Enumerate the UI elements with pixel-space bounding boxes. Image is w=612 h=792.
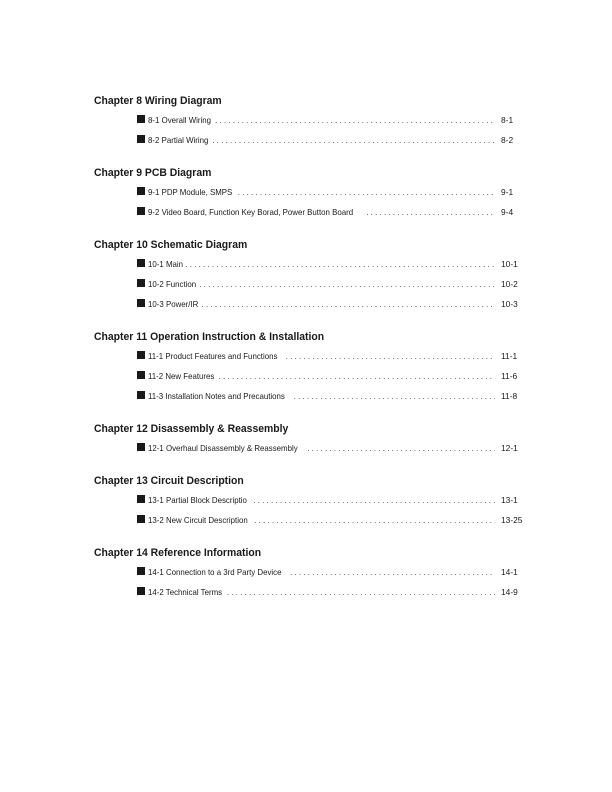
page-number: 8-2 [501, 135, 514, 145]
chapter-title: Chapter 9 PCB Diagram [94, 167, 212, 179]
chapter-title: Chapter 14 Reference Information [94, 547, 262, 559]
chapter-13 [94, 474, 527, 530]
entry-title: 10-3 Power/IR [148, 299, 199, 309]
square-bullet-icon [137, 587, 145, 595]
dot-leader [199, 275, 495, 295]
page-number: 9-4 [501, 207, 514, 217]
page-number: 10-1 [501, 259, 518, 269]
page-number: 9-1 [501, 187, 514, 197]
page-number: 10-3 [501, 299, 518, 309]
square-bullet-icon [137, 259, 145, 267]
entry-title: 13-2 New Circuit Description [148, 515, 248, 525]
entry-title: 14-2 Technical Terms [148, 587, 223, 597]
chapter-title: Chapter 11 Operation Instruction & Installation [94, 331, 325, 343]
chapter-8 [94, 94, 527, 150]
square-bullet-icon [137, 115, 145, 123]
toc-entry[interactable] [137, 130, 527, 150]
chapter-title: Chapter 10 Schematic Diagram [94, 239, 248, 251]
page-number: 13-1 [501, 495, 518, 505]
chapter-title: Chapter 13 Circuit Description [94, 475, 244, 487]
dot-leader [254, 511, 495, 531]
dot-leader [307, 439, 495, 459]
toc-entry[interactable] [137, 490, 527, 510]
dot-leader [253, 491, 495, 511]
square-bullet-icon [137, 567, 145, 575]
square-bullet-icon [137, 279, 145, 287]
entry-title: 11-3 Installation Notes and Precautions [148, 391, 285, 401]
chapter-10 [94, 238, 527, 314]
entry-title: 8-1 Overall Wiring [148, 115, 212, 125]
toc-entry[interactable] [137, 294, 527, 314]
page-number: 8-1 [501, 115, 514, 125]
toc-entry[interactable] [137, 182, 527, 202]
square-bullet-icon [137, 371, 145, 379]
entry-title: 11-2 New Features [148, 371, 215, 381]
dot-leader [290, 563, 495, 583]
page-number: 11-8 [501, 391, 518, 401]
square-bullet-icon [137, 299, 145, 307]
dot-leader [366, 203, 495, 223]
dot-leader [185, 255, 495, 275]
chapter-9 [94, 166, 527, 222]
square-bullet-icon [137, 135, 145, 143]
dot-leader [212, 131, 495, 151]
dot-leader [286, 347, 495, 367]
entry-title: 10-1 Main [148, 259, 184, 269]
dot-leader [202, 295, 495, 315]
entry-title: 13-1 Partial Block Descriptio [148, 495, 247, 505]
entry-title: 9-2 Video Board, Function Key Borad, Power Button Board [148, 207, 354, 217]
toc-entry[interactable] [137, 438, 527, 458]
toc-entry[interactable] [137, 254, 527, 274]
entry-title: 10-2 Function [148, 279, 197, 289]
square-bullet-icon [137, 391, 145, 399]
toc-entry[interactable] [137, 582, 527, 602]
dot-leader [219, 367, 495, 387]
page-number: 14-9 [501, 587, 518, 597]
toc-entry[interactable] [137, 274, 527, 294]
dot-leader [238, 183, 495, 203]
square-bullet-icon [137, 207, 145, 215]
dot-leader [215, 111, 495, 131]
square-bullet-icon [137, 351, 145, 359]
entry-title: 12-1 Overhaul Disassembly & Reassembly [148, 443, 298, 453]
toc-entry[interactable] [137, 110, 527, 130]
entry-title: 9-1 PDP Module, SMPS [148, 187, 233, 197]
chapter-title: Chapter 12 Disassembly & Reassembly [94, 423, 289, 435]
toc-entry[interactable] [137, 202, 527, 222]
toc-entry[interactable] [137, 366, 527, 386]
table-of-contents [94, 94, 527, 618]
page-number: 13-25 [501, 515, 523, 525]
page-number: 11-6 [501, 371, 518, 381]
page-number: 14-1 [501, 567, 518, 577]
toc-entry[interactable] [137, 562, 527, 582]
square-bullet-icon [137, 495, 145, 503]
dot-leader [227, 583, 495, 603]
chapter-14 [94, 546, 527, 602]
chapter-11 [94, 330, 527, 406]
toc-entry[interactable] [137, 346, 527, 366]
entry-title: 14-1 Connection to a 3rd Party Device [148, 567, 282, 577]
toc-entry[interactable] [137, 510, 527, 530]
toc-entry[interactable] [137, 386, 527, 406]
page-number: 11-1 [501, 351, 518, 361]
chapter-title: Chapter 8 Wiring Diagram [94, 95, 222, 107]
square-bullet-icon [137, 187, 145, 195]
entry-title: 11-1 Product Features and Functions [148, 351, 278, 361]
chapter-12 [94, 422, 527, 458]
entry-title: 8-2 Partial Wiring [148, 135, 209, 145]
page-number: 12-1 [501, 443, 518, 453]
square-bullet-icon [137, 515, 145, 523]
square-bullet-icon [137, 443, 145, 451]
dot-leader [294, 387, 495, 407]
page-number: 10-2 [501, 279, 518, 289]
